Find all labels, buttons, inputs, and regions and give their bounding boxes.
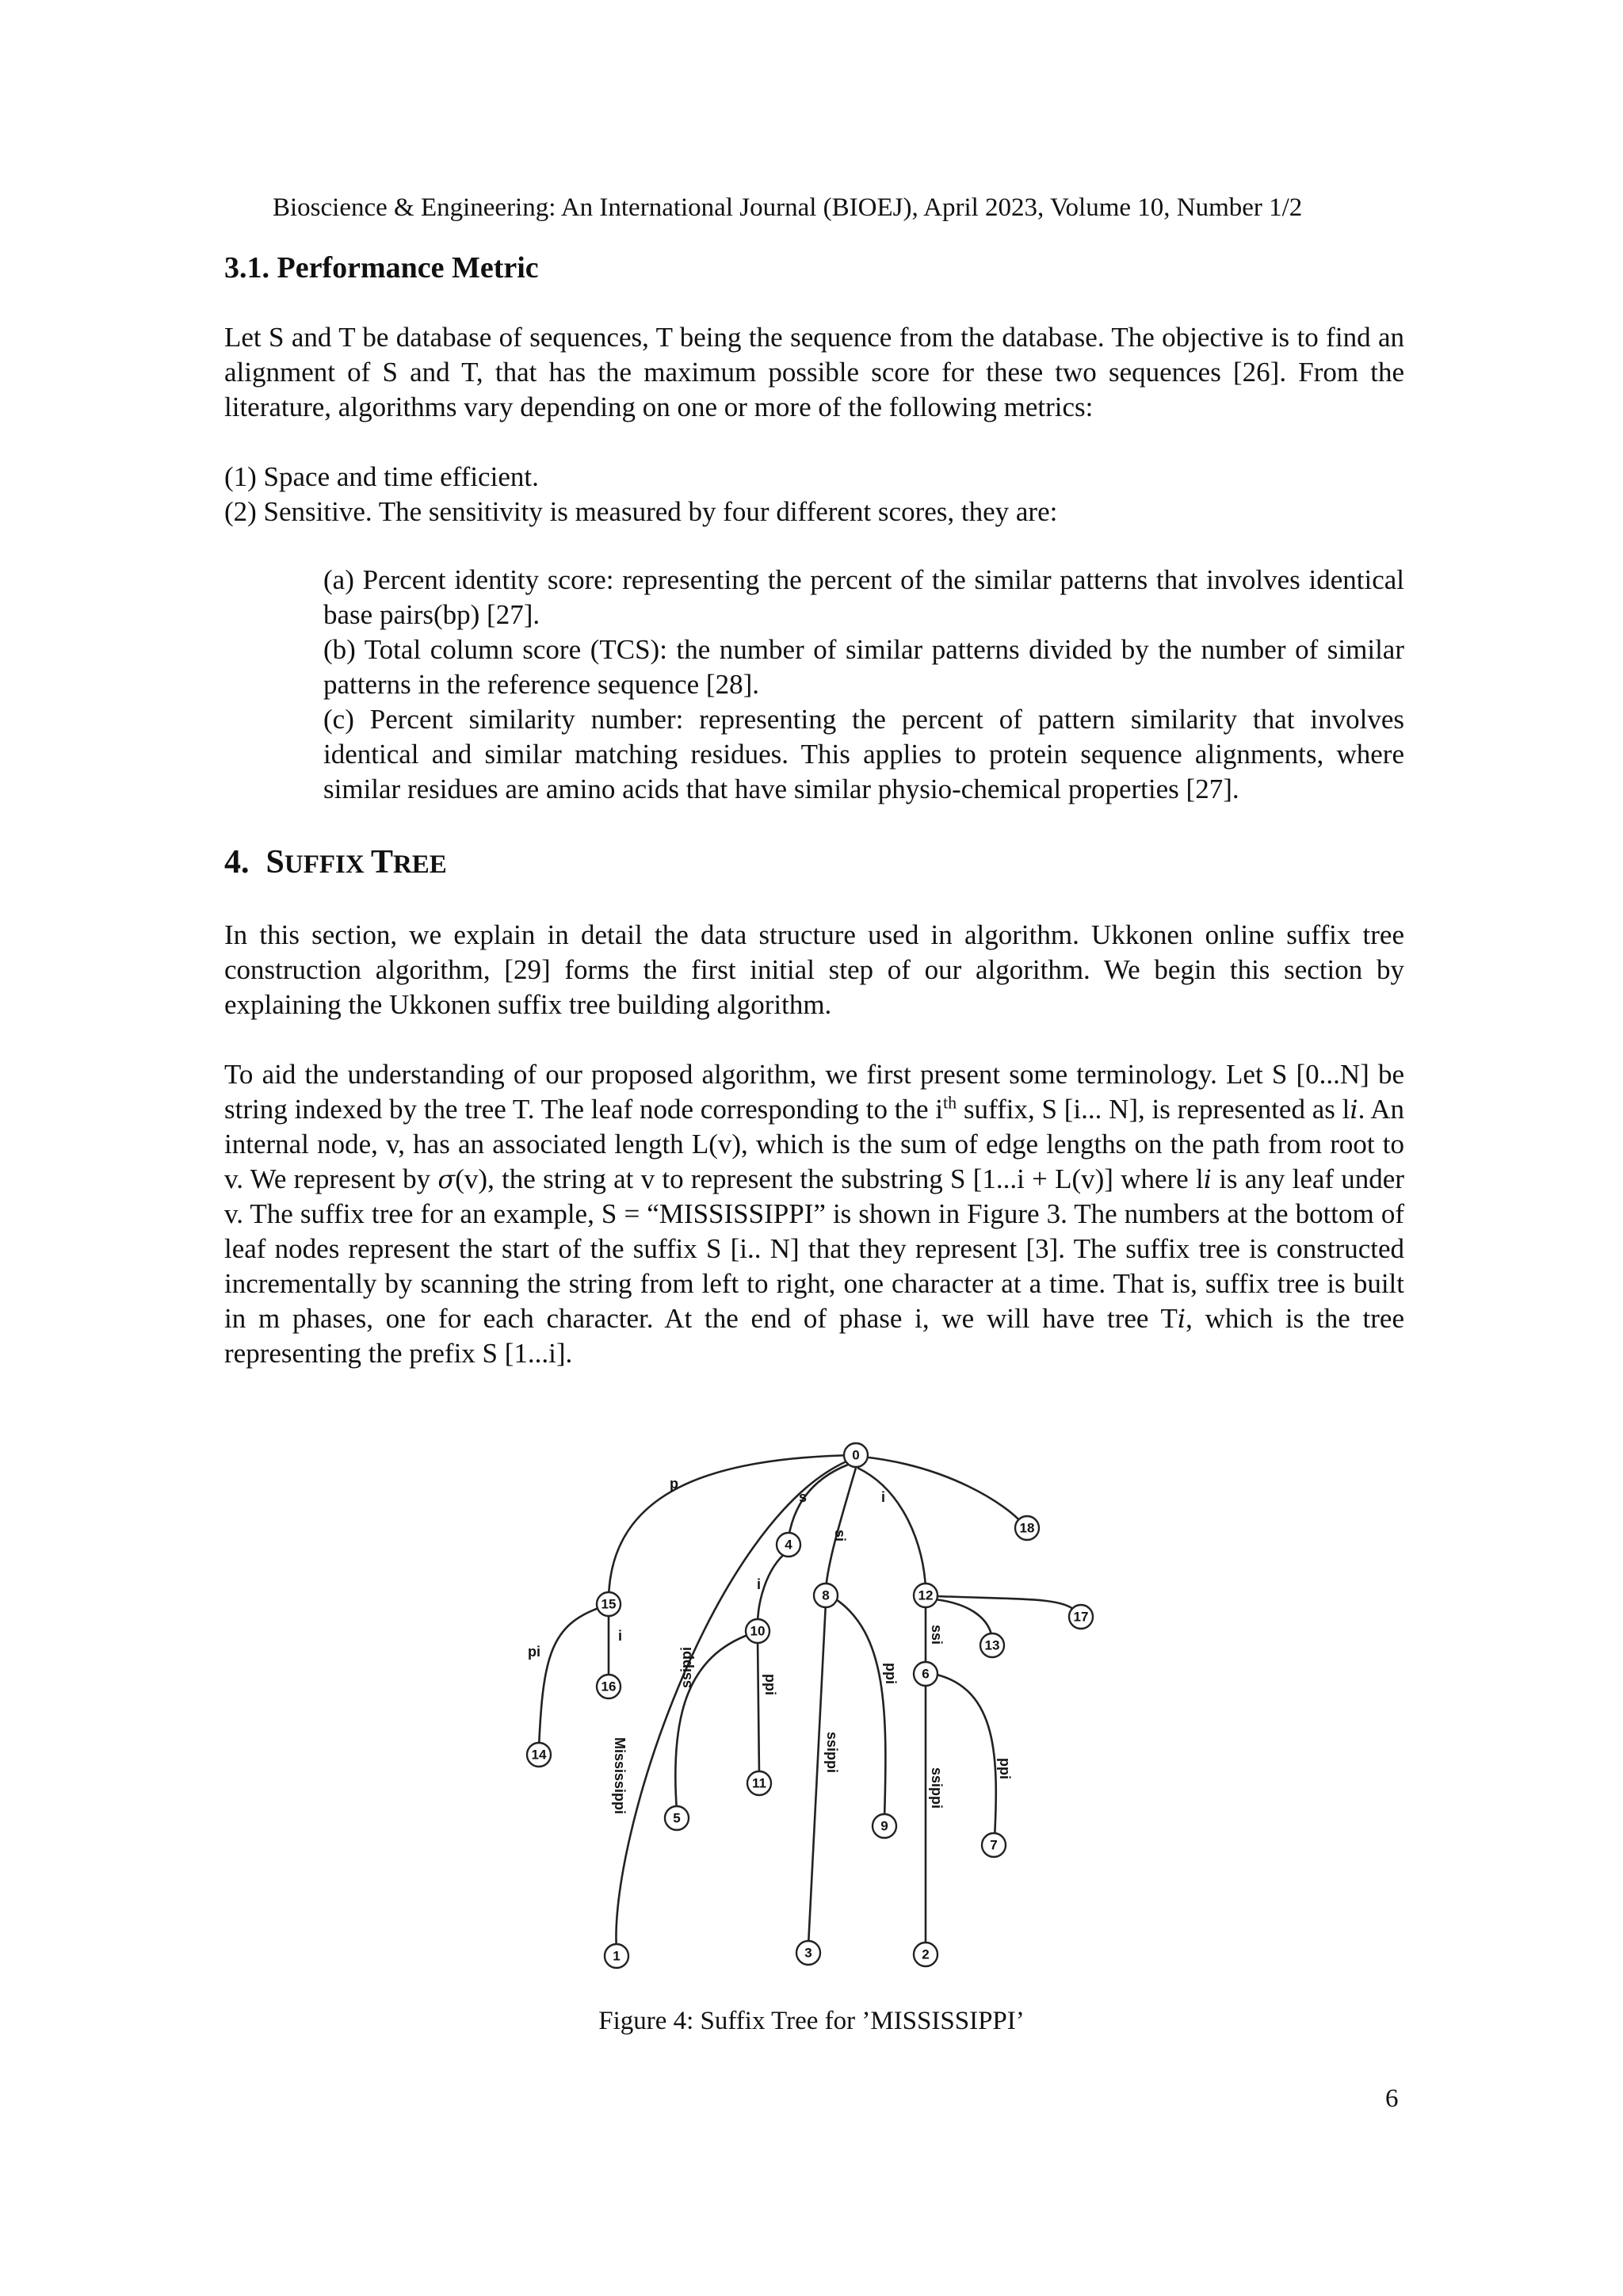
paragraph-performance-metric: Let S and T be database of sequences, T being the sequence from the database. The objective is to find an alignment of S and T, that has the maximum possible score for these two sequences [26]. From the literature, algorithms vary depending on one or more of the following metrics: — [224, 322, 1404, 422]
edge-6-7 — [934, 1674, 996, 1839]
terminology-text-b: suffix, S [i... N], is represented as l — [957, 1094, 1350, 1125]
tree-edges — [539, 1455, 1075, 1950]
svg-text:16: 16 — [601, 1679, 617, 1694]
edge-4-10 — [758, 1551, 788, 1625]
superscript-th: th — [943, 1092, 957, 1113]
math-i-1: i — [1350, 1095, 1358, 1125]
math-sigma: σ — [437, 1164, 456, 1194]
edge-label-pi: pi — [528, 1644, 540, 1660]
terminology-text-f: , which is the tree representing the prefix S [1...i]. — [224, 1303, 1404, 1369]
svg-text:4: 4 — [785, 1537, 792, 1553]
node-8 — [814, 1584, 838, 1607]
edge-0-12 — [857, 1468, 926, 1589]
title-cap-s: S — [265, 844, 285, 881]
svg-text:1: 1 — [613, 1948, 621, 1964]
edge-label-i-left: i — [618, 1628, 623, 1644]
section-heading-3-1: 3.1. Performance Metric — [224, 251, 539, 285]
metric-item-2: (2) Sensitive. The sensitivity is measured by four different scores, they are: — [224, 496, 1058, 527]
edge-label-ppi-8: ppi — [883, 1663, 899, 1684]
svg-text:8: 8 — [822, 1587, 830, 1603]
terminology-text-a: To aid the understanding of our proposed algorithm, we first present some terminology. Let S [0...N] be string indexed by the tree T. The leaf node corresponding to the i — [224, 1059, 1404, 1125]
svg-text:13: 13 — [984, 1637, 1000, 1653]
edge-0-15 — [609, 1455, 853, 1599]
edge-label-i-right: i — [881, 1489, 886, 1505]
edge-8-9 — [834, 1598, 885, 1819]
svg-text:6: 6 — [922, 1666, 930, 1682]
node-6 — [914, 1662, 938, 1686]
svg-text:10: 10 — [750, 1623, 766, 1639]
svg-text:5: 5 — [673, 1810, 681, 1826]
svg-text:11: 11 — [752, 1775, 766, 1791]
node-12 — [914, 1584, 938, 1607]
svg-text:3: 3 — [804, 1945, 812, 1961]
node-10 — [746, 1619, 769, 1643]
math-i-2: i — [1203, 1164, 1212, 1194]
tree-nodes — [527, 1443, 1093, 1968]
svg-text:2: 2 — [922, 1946, 930, 1962]
node-5 — [665, 1806, 689, 1830]
edge-label-ssi: ssi — [929, 1625, 945, 1645]
node-3 — [796, 1941, 820, 1965]
edge-label-ppi-6: ppi — [997, 1758, 1013, 1779]
node-1 — [605, 1944, 628, 1968]
edge-label-s: s — [799, 1489, 808, 1505]
title-uffix: UFFIX — [284, 850, 371, 879]
page-number: 6 — [1385, 2084, 1399, 2113]
metric-item-1: (1) Space and time efficient. — [224, 461, 539, 492]
node-4 — [777, 1533, 800, 1557]
sensitivity-scores-list — [323, 563, 1404, 807]
suffix-tree-figure — [507, 1427, 1109, 1981]
running-head: Bioscience & Engineering: An International Journal (BIOEJ), April 2023, Volume 10, Number 1/2 — [273, 193, 1303, 222]
score-a: (a) Percent identity score: representing the percent of the similar patterns that involves identical base pairs(bp) [27]. — [323, 564, 1404, 630]
score-c: (c) Percent similarity number: representing the percent of pattern similarity that involves identical and similar matching residues. This applies to protein sequence alignments, where similar residues are amino acids that have similar physio-chemical properties [27]. — [323, 704, 1404, 804]
node-7 — [982, 1833, 1006, 1857]
edge-label-i-mid: i — [757, 1576, 762, 1592]
edge-label-p: p — [670, 1476, 678, 1492]
title-cap-t: T — [370, 844, 393, 881]
terminology-text-e: is any leaf under v. The suffix tree for an example, S = “MISSISSIPPI” is shown in Figure 3. The numbers at the bottom of leaf nodes represent the start of the suffix S [i.. N] that they represent [3]. The suffix tree is constructed incrementally by scanning the string from left to right, one character at a time. That is, suffix tree is built in m phases, one for each character. At the end of phase i, we will have tree T — [224, 1163, 1404, 1334]
svg-text:17: 17 — [1073, 1609, 1089, 1625]
node-18 — [1015, 1516, 1039, 1540]
edge-label-ppi-10: ppi — [762, 1674, 778, 1695]
terminology-text-d: (v), the string at v to represent the substring S [1...i + L(v)] where l — [455, 1163, 1204, 1194]
section-heading-4 — [224, 843, 447, 881]
edge-10-11 — [758, 1637, 759, 1775]
edge-label-ssippi-5: ssippi — [678, 1646, 694, 1688]
edge-label-mississippi: Mississippi — [612, 1737, 628, 1815]
node-0 — [844, 1443, 868, 1467]
svg-text:12: 12 — [918, 1587, 934, 1603]
section-number: 4. — [224, 844, 250, 881]
edge-label-ssippi-3: ssippi — [824, 1732, 840, 1774]
node-14 — [527, 1743, 551, 1767]
score-b: (b) Total column score (TCS): the number of similar patterns divided by the number of similar patterns in the reference sequence [28]. — [323, 634, 1404, 700]
svg-text:9: 9 — [880, 1818, 888, 1834]
terminology-text-c: . An internal node, v, has an associated length L(v), which is the sum of edge lengths on the path from root to v. We represent by — [224, 1094, 1404, 1194]
svg-text:18: 18 — [1019, 1520, 1035, 1536]
node-17 — [1069, 1605, 1093, 1629]
node-15 — [597, 1592, 621, 1616]
node-11 — [747, 1771, 771, 1795]
svg-text:14: 14 — [531, 1747, 547, 1763]
math-i-3: i — [1177, 1304, 1186, 1334]
node-16 — [597, 1675, 621, 1698]
edge-label-si: si — [832, 1530, 848, 1542]
node-13 — [980, 1633, 1004, 1657]
paragraph-suffix-intro: In this section, we explain in detail the data structure used in algorithm. Ukkonen online suffix tree construction algorithm, [29] forms the first initial step of our algorithm. We begin this section by explaining the Ukkonen suffix tree building algorithm. — [224, 919, 1404, 1020]
svg-text:0: 0 — [852, 1447, 860, 1463]
edge-label-ssippi-2: ssippi — [929, 1767, 945, 1809]
edge-8-3 — [808, 1603, 826, 1946]
edge-0-8 — [826, 1468, 856, 1589]
svg-text:7: 7 — [990, 1837, 998, 1853]
node-2 — [914, 1943, 938, 1966]
node-9 — [873, 1814, 896, 1838]
edge-15-14 — [539, 1607, 601, 1748]
figure-caption: Figure 4: Suffix Tree for ’MISSISSIPPI’ — [598, 2007, 1025, 2035]
paragraph-terminology — [224, 1057, 1404, 1371]
title-ree: REE — [392, 850, 447, 879]
svg-text:15: 15 — [601, 1596, 617, 1612]
